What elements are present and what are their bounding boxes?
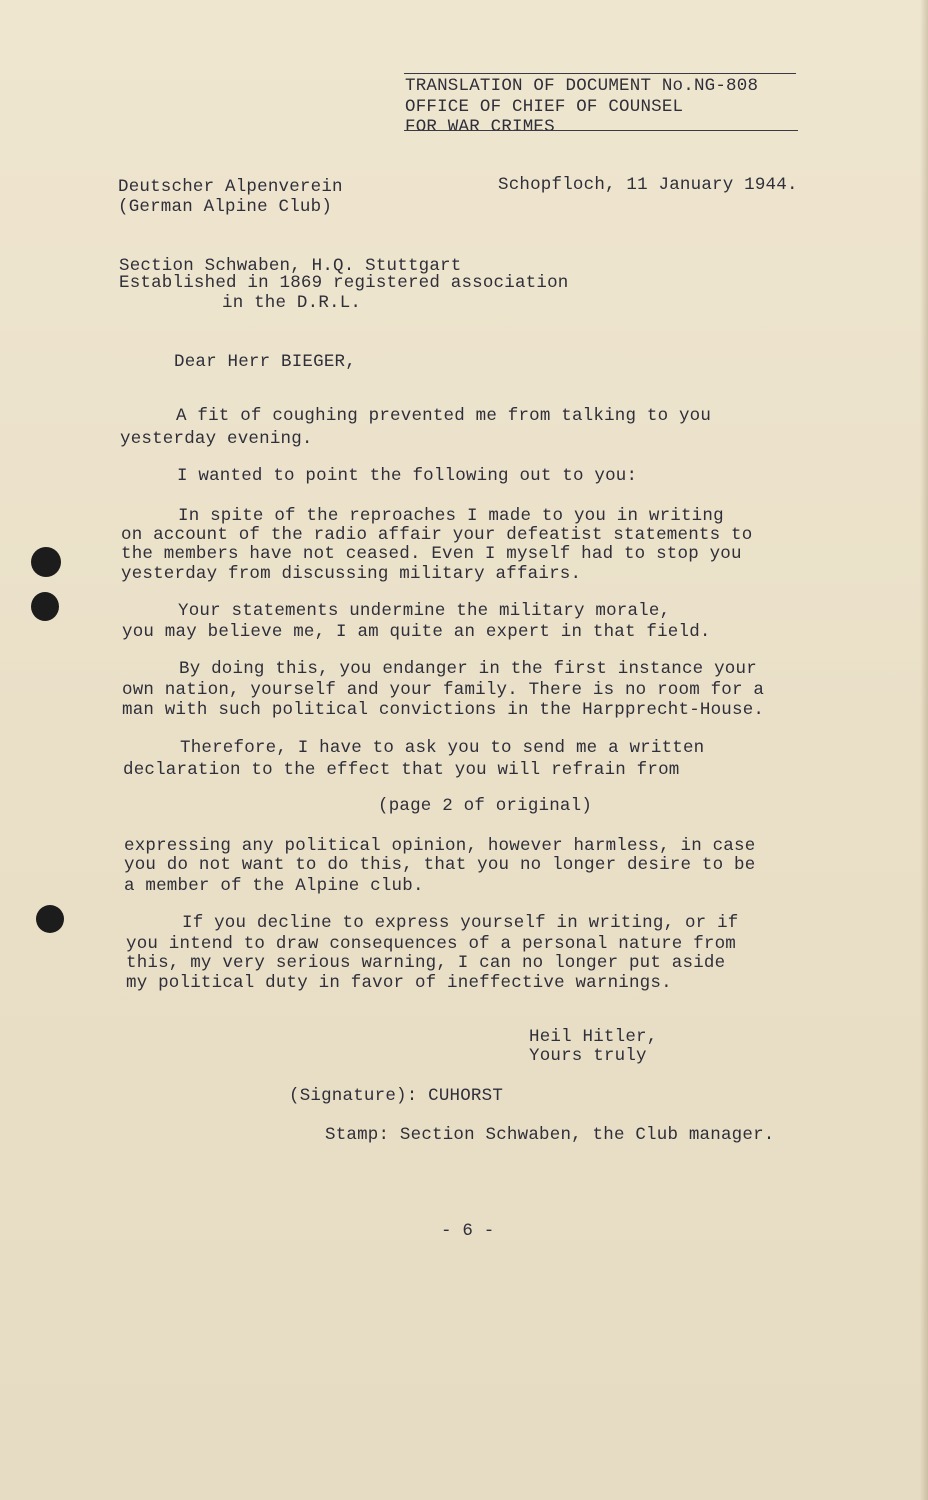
p8-line-4: my political duty in favor of ineffective warnings. bbox=[126, 973, 672, 993]
closing-line-2: Yours truly bbox=[529, 1046, 647, 1066]
section-line-1: Section Schwaben, H.Q. Stuttgart bbox=[119, 256, 462, 276]
p3-line-4: yesterday from discussing military affairs. bbox=[121, 564, 582, 584]
stamp: Stamp: Section Schwaben, the Club manager. bbox=[325, 1125, 775, 1145]
paper-edge-shadow bbox=[920, 0, 928, 1500]
p6-line-2: declaration to the effect that you will refrain from bbox=[123, 760, 680, 780]
p4-line-1: Your statements undermine the military morale, bbox=[178, 601, 671, 621]
p4-line-2: you may believe me, I am quite an expert in that field. bbox=[122, 622, 711, 642]
section-line-2: Established in 1869 registered association bbox=[119, 273, 569, 293]
p3-line-3: the members have not ceased. Even I myself had to stop you bbox=[121, 544, 742, 564]
p5-line-1: By doing this, you endanger in the first instance your bbox=[179, 659, 757, 679]
p6-line-1: Therefore, I have to ask you to send me a written bbox=[180, 738, 705, 758]
punch-hole-3 bbox=[36, 905, 64, 933]
closing-line-1: Heil Hitler, bbox=[529, 1027, 658, 1047]
p7-line-2: you do not want to do this, that you no longer desire to be bbox=[124, 855, 756, 875]
p8-line-3: this, my very serious warning, I can no longer put aside bbox=[126, 953, 726, 973]
place-date: Schopfloch, 11 January 1944. bbox=[498, 175, 798, 195]
p1-line-2: yesterday evening. bbox=[120, 429, 313, 449]
header-line-2: OFFICE OF CHIEF OF COUNSEL bbox=[405, 97, 684, 117]
p8-line-1: If you decline to express yourself in writing, or if bbox=[182, 913, 739, 933]
header-line-3: FOR WAR CRIMES bbox=[405, 117, 555, 137]
signature: (Signature): CUHORST bbox=[289, 1086, 504, 1106]
p2-line-1: I wanted to point the following out to you: bbox=[177, 466, 638, 486]
page-number: - 6 - bbox=[441, 1221, 495, 1241]
header-rule-top bbox=[404, 73, 796, 74]
p1-line-1: A fit of coughing prevented me from talking to you bbox=[176, 406, 712, 426]
page-note: (page 2 of original) bbox=[378, 796, 593, 816]
header-line-1: TRANSLATION OF DOCUMENT No.NG-808 bbox=[405, 76, 759, 96]
header-rule-bottom bbox=[404, 130, 798, 131]
letterhead-org-translation: (German Alpine Club) bbox=[118, 197, 333, 217]
letterhead-org: Deutscher Alpenverein bbox=[118, 177, 343, 197]
p7-line-3: a member of the Alpine club. bbox=[124, 876, 424, 896]
p8-line-2: you intend to draw consequences of a personal nature from bbox=[126, 934, 736, 954]
salutation: Dear Herr BIEGER, bbox=[174, 352, 356, 372]
p5-line-3: man with such political convictions in the Harpprecht-House. bbox=[122, 700, 765, 720]
p5-line-2: own nation, yourself and your family. There is no room for a bbox=[122, 680, 765, 700]
p3-line-1: In spite of the reproaches I made to you in writing bbox=[178, 506, 724, 526]
punch-hole-1 bbox=[31, 547, 61, 577]
p3-line-2: on account of the radio affair your defeatist statements to bbox=[121, 525, 753, 545]
punch-hole-2 bbox=[31, 592, 59, 621]
p7-line-1: expressing any political opinion, however harmless, in case bbox=[124, 836, 756, 856]
section-line-3: in the D.R.L. bbox=[222, 293, 362, 313]
